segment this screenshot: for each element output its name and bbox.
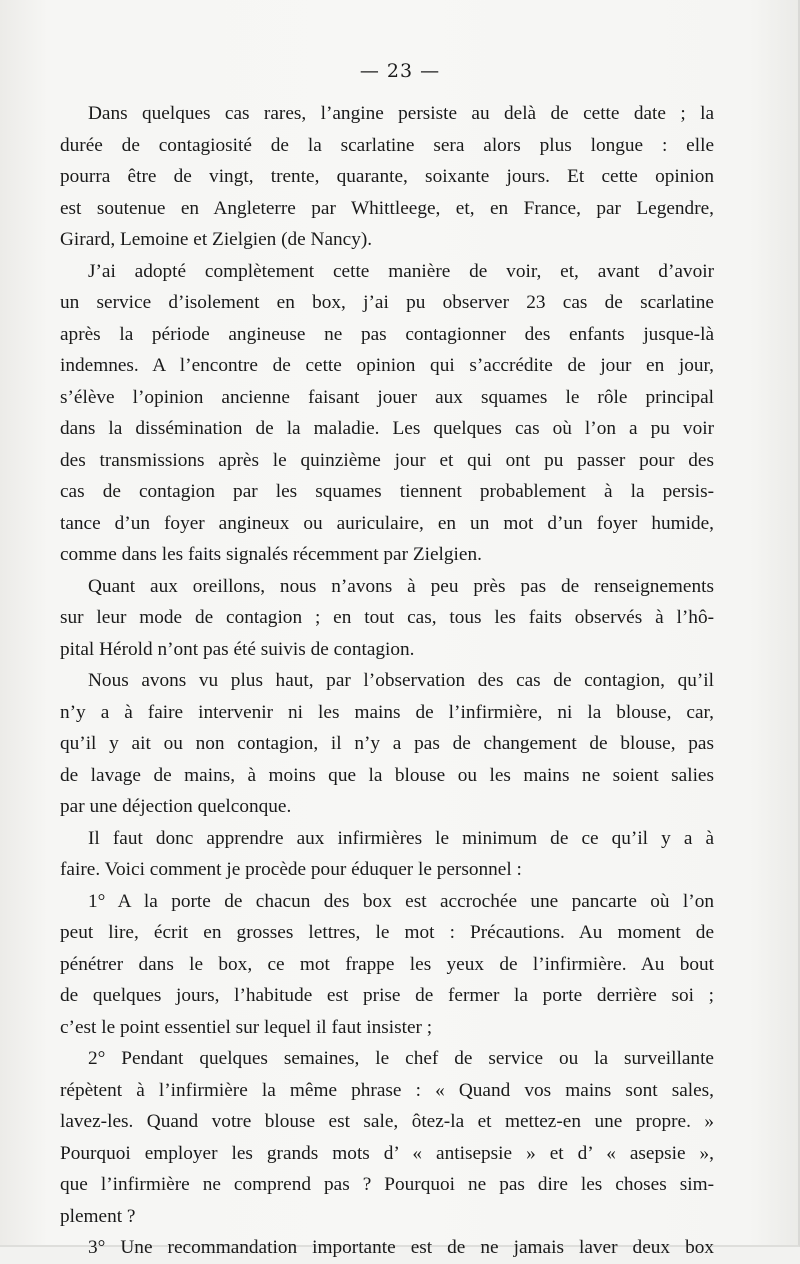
text-line: est soutenue en Angleterre par Whittleege, et, en France, par Legendre, [60,197,714,219]
text-line: qu’il y ait ou non contagion, il n’y a pas de changement de blouse, pas [60,733,714,754]
paragraph-8 [60,1232,714,1264]
text-line: pital Hérold n’ont pas été suivis de contagion. [60,638,415,660]
text-line: tance d’un foyer angineux ou auriculaire, en un mot d’un foyer humide, [60,512,714,534]
text-line: Nous avons vu plus haut, par l’observation des cas de contagion, qu’il [88,670,714,691]
text-line: pourra être de vingt, trente, quarante, soixante jours. Et cette opinion [60,166,714,187]
text-line: Dans quelques cas rares, l’angine persiste au delà de cette date ; la [88,103,714,124]
paragraph-7 [60,1043,714,1232]
text-line: durée de contagiosité de la scarlatine sera alors plus longue : elle [60,134,714,156]
text-line: plement ? [60,1205,136,1227]
text-line: J’ai adopté complètement cette manière de voir, et, avant d’avoir [88,260,714,282]
text-line: dans la dissémination de la maladie. Les quelques cas où l’on a pu voir [60,418,714,439]
text-line: de quelques jours, l’habitude est prise de fermer la porte derrière soi ; [60,985,714,1006]
text-line: Il faut donc apprendre aux infirmières le minimum de ce qu’il y a à [88,827,714,849]
text-line: indemnes. A l’encontre de cette opinion qui s’accrédite de jour en jour, [60,355,714,376]
text-line: que l’infirmière ne comprend pas ? Pourquoi ne pas dire les choses sim- [60,1174,714,1195]
text-line: s’élève l’opinion ancienne faisant jouer aux squames le rôle principal [60,386,714,408]
text-line: Pourquoi employer les grands mots d’ « antisepsie » et d’ « asepsie », [60,1142,714,1164]
text-line: sur leur mode de contagion ; en tout cas, tous les faits observés à l’hô- [60,607,714,628]
text-line: lavez-les. Quand votre blouse est sale, ôtez-la et mettez-en une propre. » [60,1111,714,1132]
text-line: par une déjection quelconque. [60,796,292,817]
text-line: peut lire, écrit en grosses lettres, le mot : Précautions. Au moment de [60,922,714,943]
page-body [60,98,714,1264]
text-line: faire. Voici comment je procède pour éduquer le personnel : [60,859,522,880]
paragraph-1 [60,98,714,256]
text-line: c’est le point essentiel sur lequel il faut insister ; [60,1016,433,1038]
paragraph-2 [60,256,714,571]
text-line: cas de contagion par les squames tiennent probablement à la persis- [60,481,714,502]
text-line: pénétrer dans le box, ce mot frappe les yeux de l’infirmière. Au bout [60,953,714,975]
text-line: des transmissions après le quinzième jour et qui ont pu passer pour des [60,449,714,471]
paragraph-6 [60,886,714,1044]
text-line: 1° A la porte de chacun des box est accrochée une pancarte où l’on [88,890,714,912]
text-line: après la période angineuse ne pas contagionner des enfants jusque-là [60,323,714,345]
paragraph-5 [60,823,714,886]
text-line: comme dans les faits signalés récemment par Zielgien. [60,544,482,565]
paragraph-3 [60,571,714,666]
text-line: répètent à l’infirmière la même phrase : « Quand vos mains sont sales, [60,1079,714,1101]
text-line: Girard, Lemoine et Zielgien (de Nancy). [60,229,373,250]
text-line: de lavage de mains, à moins que la blouse ou les mains ne soient salies [60,764,714,786]
text-line: n’y a à faire intervenir ni les mains de l’infirmière, ni la blouse, car, [60,701,714,723]
text-line: 3° Une recommandation importante est de ne jamais laver deux box [88,1237,714,1258]
page-number: — 23 — [359,60,441,82]
text-line: 2° Pendant quelques semaines, le chef de service ou la surveillante [88,1048,714,1069]
text-line: Quant aux oreillons, nous n’avons à peu près pas de renseignements [88,575,714,597]
text-line: un service d’isolement en box, j’ai pu observer 23 cas de scarlatine [60,292,714,313]
paragraph-4 [60,665,714,823]
